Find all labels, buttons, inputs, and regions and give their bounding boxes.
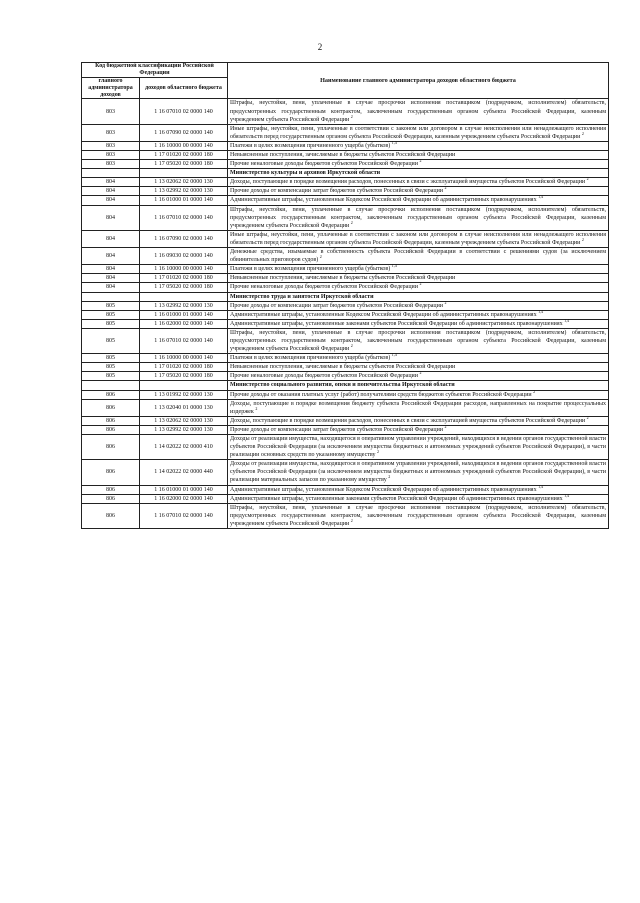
administrator-code-cell: 806 <box>82 416 140 425</box>
table-row <box>82 248 609 265</box>
income-code-cell: 1 16 07010 02 0000 140 <box>140 503 228 528</box>
income-code-cell: 1 13 02992 02 0000 130 <box>140 187 228 196</box>
description-text: Невыясненные поступления, зачисляемые в бюджеты субъектов Российской Федерации <box>230 152 456 159</box>
description-cell <box>228 230 609 247</box>
administrator-code-cell: 806 <box>82 460 140 485</box>
income-code-cell: 1 17 05020 02 0000 180 <box>140 160 228 169</box>
footnote-marker: 1,4 <box>564 317 570 323</box>
description-cell <box>228 187 609 196</box>
footnote-marker: 2 <box>444 185 447 191</box>
description-cell <box>228 124 609 141</box>
footnote-marker: 2 <box>581 236 584 242</box>
administrator-code-cell: 806 <box>82 390 140 399</box>
description-text: Штрафы, неустойки, пени, уплаченные в случае просрочки исполнения поставщиком (подрядчиком, исполнителем) обязательств, предусмотренных государственным контрактом, заключенным государственным органом субъекта Российской Федерации, казенным учреждением субъекта Российской Федерации <box>230 504 606 527</box>
table-row <box>82 390 609 399</box>
footnote-marker: 2 <box>586 176 589 182</box>
description-cell <box>228 390 609 399</box>
income-code-header: доходов областного бюджета <box>140 77 228 99</box>
administrator-code-cell: 803 <box>82 124 140 141</box>
income-code-cell: 1 17 01020 02 0000 180 <box>140 151 228 160</box>
description-text: Доходы, поступающие в порядке возмещения расходов, понесенных в связи с эксплуатацией имущества субъектов Российской Федерации <box>230 179 586 186</box>
table-row <box>82 310 609 319</box>
description-cell <box>228 151 609 160</box>
table-body <box>82 99 609 529</box>
footnote-marker: 1,4 <box>538 308 544 314</box>
income-code-cell: 1 13 02062 02 0000 130 <box>140 416 228 425</box>
income-code-cell: 1 16 07010 02 0000 140 <box>140 328 228 353</box>
footnote-marker: 1,4 <box>391 139 397 145</box>
administrator-code-cell: 806 <box>82 485 140 494</box>
description-text: Штрафы, неустойки, пени, уплаченные в случае просрочки исполнения поставщиком (подрядчиком, исполнителем) обязательств, предусмотренных государственным контрактом, заключенным государственным органом субъекта Российской Федерации, казенным учреждением субъекта Российской Федерации <box>230 100 606 123</box>
table-row <box>82 205 609 230</box>
description-text: Административные штрафы, установленные Кодексом Российской Федерации об административных правонарушениях <box>230 197 537 204</box>
code-group-header: Код бюджетной классификации Российской Федерации <box>82 63 228 78</box>
description-text: Иные штрафы, неустойки, пени, уплаченные в соответствии с законом или договором в случае неисполнения или ненадлежащего исполнения обязательств перед государственным органом субъекта Российской Федерации, казенным учреждением субъекта Российской Федерации <box>230 231 606 246</box>
income-code-cell: 1 16 07010 02 0000 140 <box>140 205 228 230</box>
table-row <box>82 160 609 169</box>
description-cell <box>228 460 609 485</box>
table-row <box>82 494 609 503</box>
income-code-cell: 1 13 02992 02 0000 130 <box>140 301 228 310</box>
footnote-marker: 1,4 <box>391 263 397 269</box>
administrator-code-cell <box>82 381 140 390</box>
description-cell <box>228 354 609 363</box>
description-text: Невыясненные поступления, зачисляемые в бюджеты субъектов Российской Федерации <box>230 364 456 371</box>
table-row <box>82 354 609 363</box>
footnote-marker: 2 <box>419 158 422 164</box>
administrator-code-cell: 804 <box>82 178 140 187</box>
description-text: Невыясненные поступления, зачисляемые в бюджеты субъектов Российской Федерации <box>230 275 456 282</box>
section-row <box>82 381 609 390</box>
table-row <box>82 124 609 141</box>
description-cell <box>228 160 609 169</box>
budget-classification-table <box>81 62 609 529</box>
footnote-marker: 2 <box>319 254 322 260</box>
income-code-cell: 1 17 05020 02 0000 180 <box>140 372 228 381</box>
description-text: Платежи в целях возмещения причиненного ущерба (убытков) <box>230 142 391 149</box>
administrator-code-cell: 805 <box>82 363 140 372</box>
footnote-marker: 2 <box>350 517 353 523</box>
income-code-cell <box>140 169 228 178</box>
description-cell <box>228 503 609 528</box>
description-cell <box>228 435 609 460</box>
income-code-cell: 1 16 10000 00 0000 140 <box>140 265 228 274</box>
footnote-marker: 1,4 <box>564 492 570 498</box>
description-cell <box>228 494 609 503</box>
administrator-code-cell: 804 <box>82 205 140 230</box>
table-row <box>82 460 609 485</box>
description-cell <box>228 248 609 265</box>
description-cell <box>228 363 609 372</box>
table-row <box>82 425 609 434</box>
description-text: Прочие доходы от компенсации затрат бюджетов субъектов Российской Федерации <box>230 188 443 195</box>
administrator-code-cell <box>82 292 140 301</box>
administrator-code-cell: 804 <box>82 196 140 205</box>
administrator-code-cell: 805 <box>82 328 140 353</box>
footnote-marker: 2 <box>350 219 353 225</box>
table-row <box>82 230 609 247</box>
table-row <box>82 416 609 425</box>
table-row <box>82 435 609 460</box>
footnote-marker: 2 <box>388 474 391 480</box>
page-number: 2 <box>317 42 323 52</box>
table-row <box>82 485 609 494</box>
description-text: Министерство культуры и архивов Иркутской области <box>230 170 381 177</box>
administrator-code-cell: 806 <box>82 425 140 434</box>
administrator-code-cell: 806 <box>82 435 140 460</box>
description-text: Министерство труда и занятости Иркутской области <box>230 293 374 300</box>
income-code-cell <box>140 381 228 390</box>
section-row <box>82 169 609 178</box>
administrator-code-cell: 805 <box>82 372 140 381</box>
footnote-marker: 2 <box>350 113 353 119</box>
table-row <box>82 187 609 196</box>
table-header-row <box>82 63 609 78</box>
income-code-cell: 1 16 02000 02 0000 140 <box>140 494 228 503</box>
description-text: Административные штрафы, установленные законами субъектов Российской Федерации об административных правонарушениях <box>230 320 563 327</box>
description-text: Штрафы, неустойки, пени, уплаченные в случае просрочки исполнения поставщиком (подрядчиком, исполнителем) обязательств, предусмотренных государственным контрактом, заключенным государственным органом субъекта Российской Федерации, казенным учреждением субъекта Российской Федерации <box>230 329 606 353</box>
administrator-code-cell: 804 <box>82 187 140 196</box>
description-cell <box>228 425 609 434</box>
administrator-code-cell <box>82 169 140 178</box>
income-code-cell: 1 17 01020 02 0000 180 <box>140 363 228 372</box>
table-row <box>82 328 609 353</box>
footnote-marker: 2 <box>444 423 447 429</box>
administrator-code-cell: 803 <box>82 141 140 150</box>
administrator-code-cell: 803 <box>82 99 140 124</box>
table-row <box>82 265 609 274</box>
administrator-code-cell: 805 <box>82 354 140 363</box>
footnote-marker: 2 <box>581 130 584 136</box>
income-code-cell: 1 16 07090 02 0000 140 <box>140 124 228 141</box>
administrator-code-header: главного администратора доходов <box>82 77 140 99</box>
administrator-code-cell: 804 <box>82 248 140 265</box>
ministry-title-cell <box>228 381 609 390</box>
table-row <box>82 283 609 292</box>
income-code-cell: 1 16 10000 00 0000 140 <box>140 354 228 363</box>
footnote-marker: 1,4 <box>538 194 544 200</box>
description-cell <box>228 205 609 230</box>
description-text: Платежи в целях возмещения причиненного ущерба (убытков) <box>230 355 391 362</box>
description-cell <box>228 485 609 494</box>
table-row <box>82 151 609 160</box>
footnote-marker: 2 <box>533 388 536 394</box>
table-row <box>82 319 609 328</box>
description-text: Штрафы, неустойки, пени, уплаченные в случае просрочки исполнения поставщиком (подрядчиком, исполнителем) обязательств, предусмотренных государственным контрактом, заключенным государственным органом субъекта Российской Федерации, казенным учреждением субъекта Российской Федерации <box>230 206 606 229</box>
administrator-code-cell: 804 <box>82 283 140 292</box>
name-column-header: Наименование главного администратора доходов областного бюджета <box>228 63 609 99</box>
income-code-cell: 1 13 01992 02 0000 130 <box>140 390 228 399</box>
income-code-cell <box>140 292 228 301</box>
description-cell <box>228 301 609 310</box>
footnote-marker: 2 <box>255 405 258 411</box>
income-code-cell: 1 16 01000 01 0000 140 <box>140 196 228 205</box>
table-row <box>82 363 609 372</box>
description-text: Платежи в целях возмещения причиненного ущерба (убытков) <box>230 266 391 273</box>
income-code-cell: 1 17 01020 02 0000 180 <box>140 274 228 283</box>
income-code-cell: 1 14 02022 02 0000 440 <box>140 460 228 485</box>
income-code-cell: 1 16 01000 01 0000 140 <box>140 310 228 319</box>
administrator-code-cell: 804 <box>82 265 140 274</box>
footnote-marker: 2 <box>377 449 380 455</box>
description-text: Иные штрафы, неустойки, пени, уплаченные в соответствии с законом или договором в случае неисполнения или ненадлежащего исполнения обязательств перед государственным органом субъекта Российской Федерации, казенным учреждением субъекта Российской Федерации <box>230 125 606 140</box>
description-text: Административные штрафы, установленные Кодексом Российской Федерации об административных правонарушениях <box>230 311 537 318</box>
administrator-code-cell: 803 <box>82 151 140 160</box>
table-row <box>82 196 609 205</box>
footnote-marker: 2 <box>444 299 447 305</box>
administrator-code-cell: 804 <box>82 274 140 283</box>
income-code-cell: 1 16 07090 02 0000 140 <box>140 230 228 247</box>
description-cell <box>228 283 609 292</box>
description-cell <box>228 416 609 425</box>
description-text: Доходы от реализации имущества, находящегося в оперативном управлении учреждений, находящихся в ведении органов государственной власти субъектов Российской Федерации (за исключением имущества бюджетных и автономных учреждений субъектов Российской Федерации), в части реализации основных средств по указанному имуществу <box>230 436 606 459</box>
description-text: Прочие доходы от компенсации затрат бюджетов субъектов Российской Федерации <box>230 302 443 309</box>
description-cell <box>228 99 609 124</box>
table-row <box>82 399 609 416</box>
income-code-cell: 1 16 02000 02 0000 140 <box>140 319 228 328</box>
description-text: Административные штрафы, установленные законами субъектов Российской Федерации об административных правонарушениях <box>230 495 563 502</box>
income-code-cell: 1 16 10000 00 0000 140 <box>140 141 228 150</box>
income-code-cell: 1 17 05020 02 0000 180 <box>140 283 228 292</box>
description-text: Денежные средства, изымаемые в собственность субъекта Российской Федерации в соответствии с решениями судов (за исключением обвинительных приговоров судов) <box>230 249 606 264</box>
footnote-marker: 2 <box>350 343 353 349</box>
administrator-code-cell: 806 <box>82 494 140 503</box>
footnote-marker: 1,4 <box>391 352 397 358</box>
table-row <box>82 372 609 381</box>
section-row <box>82 292 609 301</box>
footnote-marker: 1,4 <box>538 483 544 489</box>
income-code-cell: 1 13 02992 02 0000 130 <box>140 425 228 434</box>
ministry-title-cell <box>228 292 609 301</box>
description-cell <box>228 399 609 416</box>
table-row <box>82 99 609 124</box>
income-code-cell: 1 16 09030 02 0000 140 <box>140 248 228 265</box>
administrator-code-cell: 805 <box>82 319 140 328</box>
description-cell <box>228 372 609 381</box>
description-cell <box>228 319 609 328</box>
description-text: Доходы, поступающие в порядке возмещения бюджету субъекта Российской Федерации расходов, направленных на покрытие процессуальных издержек <box>230 400 606 415</box>
description-text: Прочие неналоговые доходы бюджетов субъектов Российской Федерации <box>230 161 418 168</box>
income-code-cell: 1 13 02062 02 0000 130 <box>140 178 228 187</box>
footnote-marker: 2 <box>419 370 422 376</box>
administrator-code-cell: 806 <box>82 503 140 528</box>
ministry-title-cell <box>228 169 609 178</box>
footnote-marker: 2 <box>586 414 589 420</box>
description-cell <box>228 196 609 205</box>
administrator-code-cell: 804 <box>82 230 140 247</box>
description-cell <box>228 328 609 353</box>
table-row <box>82 503 609 528</box>
footnote-marker: 2 <box>419 281 422 287</box>
description-text: Прочие неналоговые доходы бюджетов субъектов Российской Федерации <box>230 284 418 291</box>
description-text: Прочие доходы от компенсации затрат бюджетов субъектов Российской Федерации <box>230 426 443 433</box>
description-cell <box>228 310 609 319</box>
description-text: Доходы от реализации имущества, находящегося в оперативном управлении учреждений, находящихся в ведении органов государственной власти субъектов Российской Федерации (за исключением имущества бюджетных и автономных учреждений субъектов Российской Федерации), в части реализации материальных запасов по указанному имуществу <box>230 461 606 484</box>
administrator-code-cell: 806 <box>82 399 140 416</box>
table-row <box>82 274 609 283</box>
description-cell <box>228 141 609 150</box>
description-text: Министерство социального развития, опеки и попечительства Иркутской области <box>230 382 455 389</box>
table-row <box>82 141 609 150</box>
table-row <box>82 178 609 187</box>
description-text: Прочие неналоговые доходы бюджетов субъектов Российской Федерации <box>230 373 418 380</box>
administrator-code-cell: 805 <box>82 310 140 319</box>
description-text: Прочие доходы от оказания платных услуг (работ) получателями средств бюджетов субъектов Российской Федерации <box>230 391 532 398</box>
description-cell <box>228 265 609 274</box>
description-text: Административные штрафы, установленные Кодексом Российской Федерации об административных правонарушениях <box>230 486 537 493</box>
table-row <box>82 301 609 310</box>
description-text: Доходы, поступающие в порядке возмещения расходов, понесенных в связи с эксплуатацией имущества субъектов Российской Федерации <box>230 417 586 424</box>
description-cell <box>228 178 609 187</box>
income-code-cell: 1 16 01000 01 0000 140 <box>140 485 228 494</box>
income-code-cell: 1 13 02040 01 0000 130 <box>140 399 228 416</box>
income-code-cell: 1 16 07010 02 0000 140 <box>140 99 228 124</box>
description-cell <box>228 274 609 283</box>
income-code-cell: 1 14 02022 02 0000 410 <box>140 435 228 460</box>
administrator-code-cell: 805 <box>82 301 140 310</box>
administrator-code-cell: 803 <box>82 160 140 169</box>
